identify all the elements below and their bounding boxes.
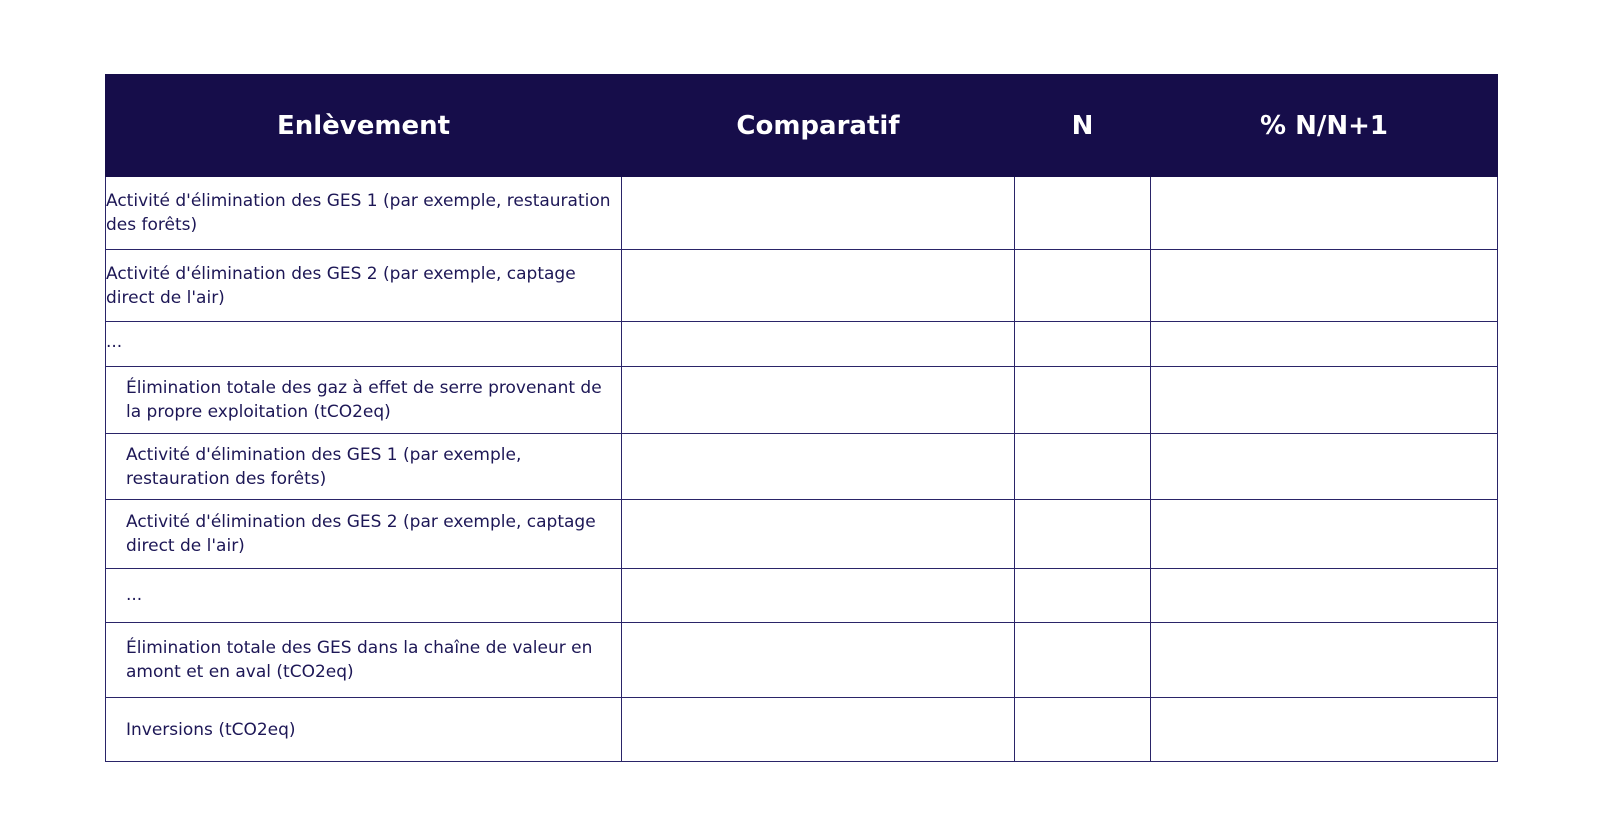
comparatif-cell (622, 569, 1015, 623)
row-label: Élimination totale des GES dans la chaîne de valeur en amont et en aval (tCO2eq) (106, 623, 622, 698)
table-header (106, 75, 1498, 177)
pct-cell (1151, 434, 1498, 500)
pct-cell (1151, 698, 1498, 762)
n-cell (1015, 177, 1151, 250)
table-row (106, 177, 1498, 250)
pct-cell (1151, 177, 1498, 250)
column-header-comparatif: Comparatif (622, 75, 1015, 177)
pct-cell (1151, 367, 1498, 434)
table-row (106, 623, 1498, 698)
n-cell (1015, 367, 1151, 434)
pct-cell (1151, 623, 1498, 698)
table-row (106, 698, 1498, 762)
row-label: Activité d'élimination des GES 2 (par exemple, captage direct de l'air) (106, 250, 622, 322)
column-header-n: N (1015, 75, 1151, 177)
comparatif-cell (622, 698, 1015, 762)
comparatif-cell (622, 434, 1015, 500)
ghg-removals-table-container (105, 74, 1497, 762)
table-row (106, 322, 1498, 367)
comparatif-cell (622, 177, 1015, 250)
column-header-pct-n-n1: % N/N+1 (1151, 75, 1498, 177)
table-row (106, 569, 1498, 623)
n-cell (1015, 698, 1151, 762)
row-label: Inversions (tCO2eq) (106, 698, 622, 762)
pct-cell (1151, 322, 1498, 367)
row-label: ... (106, 569, 622, 623)
comparatif-cell (622, 322, 1015, 367)
comparatif-cell (622, 623, 1015, 698)
row-label: Activité d'élimination des GES 1 (par exemple, restauration des forêts) (106, 177, 622, 250)
row-label: Activité d'élimination des GES 1 (par exemple, restauration des forêts) (106, 434, 622, 500)
table-body (106, 177, 1498, 762)
n-cell (1015, 500, 1151, 569)
row-label: ... (106, 322, 622, 367)
row-label: Activité d'élimination des GES 2 (par exemple, captage direct de l'air) (106, 500, 622, 569)
column-header-enlevement: Enlèvement (106, 75, 622, 177)
comparatif-cell (622, 250, 1015, 322)
n-cell (1015, 569, 1151, 623)
n-cell (1015, 322, 1151, 367)
row-label: Élimination totale des gaz à effet de serre provenant de la propre exploitation (tCO2eq) (106, 367, 622, 434)
pct-cell (1151, 569, 1498, 623)
table-row (106, 434, 1498, 500)
table-row (106, 250, 1498, 322)
n-cell (1015, 250, 1151, 322)
table-row (106, 367, 1498, 434)
comparatif-cell (622, 367, 1015, 434)
pct-cell (1151, 250, 1498, 322)
ghg-removals-table (105, 74, 1498, 762)
header-row (106, 75, 1498, 177)
n-cell (1015, 623, 1151, 698)
comparatif-cell (622, 500, 1015, 569)
n-cell (1015, 434, 1151, 500)
pct-cell (1151, 500, 1498, 569)
table-row (106, 500, 1498, 569)
